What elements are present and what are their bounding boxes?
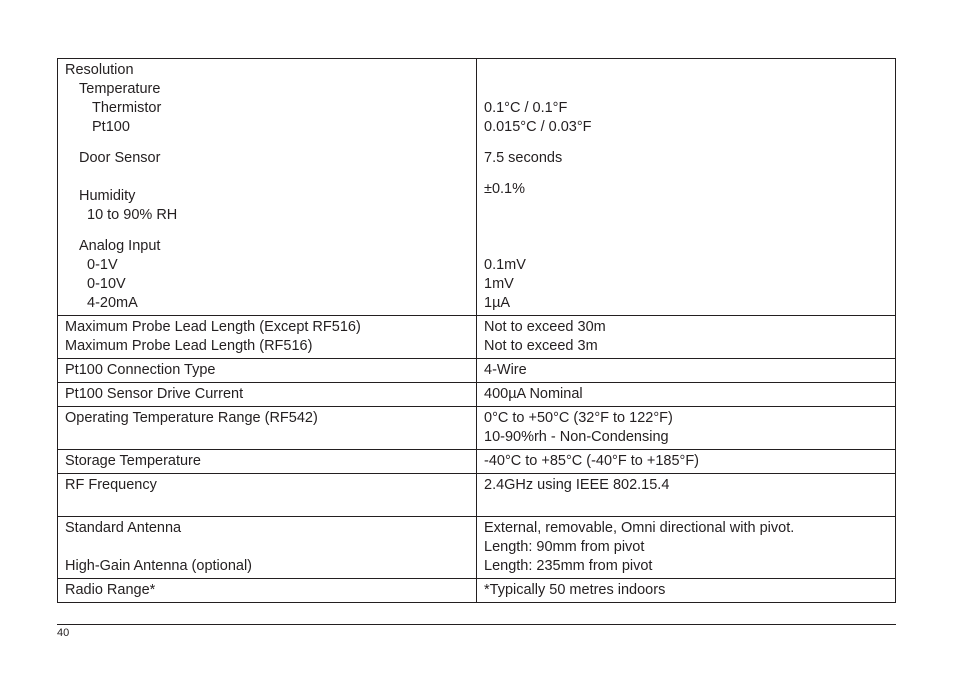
pt100-connection-value: 4-Wire <box>484 362 527 378</box>
probe-lead-value-cell <box>477 316 896 359</box>
rf-frequency-label: RF Frequency <box>65 477 157 493</box>
rf-frequency-label-cell <box>58 474 477 517</box>
analog-4-20ma-label: 4-20mA <box>87 295 138 311</box>
storage-temperature-label: Storage Temperature <box>65 453 201 469</box>
table-row-rf-frequency <box>58 474 896 517</box>
storage-temperature-value-cell <box>477 450 896 474</box>
radio-range-label-cell <box>58 579 477 603</box>
pt100-connection-label: Pt100 Connection Type <box>65 362 216 378</box>
temperature-label: Temperature <box>79 81 161 97</box>
operating-range-label-cell <box>58 407 477 450</box>
antenna-label-spacer <box>65 538 470 557</box>
table-row-radio-range <box>58 579 896 603</box>
pt100-drive-value: 400µA Nominal <box>484 386 583 402</box>
table-row-pt100-connection <box>58 359 896 383</box>
analog-0-1v-label: 0-1V <box>87 257 118 273</box>
humidity-value: ±0.1% <box>484 181 526 197</box>
table-row-antenna <box>58 517 896 579</box>
pt100-label: Pt100 <box>92 119 130 135</box>
operating-range-value-cell <box>477 407 896 450</box>
thermistor-label: Thermistor <box>92 100 162 116</box>
pt100-value: 0.015°C / 0.03°F <box>484 119 592 135</box>
standard-antenna-length: Length: 90mm from pivot <box>484 539 645 555</box>
analog-input-label: Analog Input <box>79 238 161 254</box>
antenna-value-cell <box>477 517 896 579</box>
pt100-drive-label-cell <box>58 383 477 407</box>
thermistor-value: 0.1°C / 0.1°F <box>484 100 568 116</box>
standard-antenna-value: External, removable, Omni directional with pivot. <box>484 520 795 536</box>
table-row-pt100-drive <box>58 383 896 407</box>
analog-4-20ma-value: 1µA <box>484 295 511 311</box>
footer-divider <box>57 624 896 625</box>
standard-antenna-label: Standard Antenna <box>65 520 182 536</box>
door-sensor-value: 7.5 seconds <box>484 150 563 166</box>
analog-0-10v-label: 0-10V <box>87 276 126 292</box>
high-gain-antenna-label: High-Gain Antenna (optional) <box>65 558 253 574</box>
operating-range-temperature-value: 0°C to +50°C (32°F to 122°F) <box>484 410 673 426</box>
radio-range-value: *Typically 50 metres indoors <box>484 582 666 598</box>
table-row-resolution <box>58 59 896 316</box>
radio-range-label: Radio Range* <box>65 582 156 598</box>
probe-lead-value-except-rf516: Not to exceed 30m <box>484 319 606 335</box>
storage-temperature-value: -40°C to +85°C (-40°F to +185°F) <box>484 453 700 469</box>
analog-0-1v-value: 0.1mV <box>484 257 526 273</box>
probe-lead-label-rf516: Maximum Probe Lead Length (RF516) <box>65 338 313 354</box>
radio-range-value-cell <box>477 579 896 603</box>
rf-frequency-value-cell <box>477 474 896 517</box>
probe-lead-value-rf516: Not to exceed 3m <box>484 338 598 354</box>
resolution-heading: Resolution <box>65 62 134 78</box>
table-row-operating-range <box>58 407 896 450</box>
probe-lead-label-cell <box>58 316 477 359</box>
pt100-connection-value-cell <box>477 359 896 383</box>
analog-0-10v-value: 1mV <box>484 276 514 292</box>
pt100-drive-label: Pt100 Sensor Drive Current <box>65 386 244 402</box>
resolution-parameters-cell <box>58 59 477 316</box>
storage-temperature-label-cell <box>58 450 477 474</box>
high-gain-antenna-length: Length: 235mm from pivot <box>484 558 653 574</box>
rf-frequency-value: 2.4GHz using IEEE 802.15.4 <box>484 477 670 493</box>
table-row-probe-lead <box>58 316 896 359</box>
page-number: 40 <box>57 627 70 639</box>
rf-frequency-spacer <box>65 495 470 514</box>
resolution-values-cell <box>477 59 896 316</box>
table-row-storage-temperature <box>58 450 896 474</box>
door-sensor-label: Door Sensor <box>79 150 161 166</box>
humidity-label: Humidity <box>79 188 136 204</box>
specifications-table <box>57 58 896 603</box>
pt100-connection-label-cell <box>58 359 477 383</box>
pt100-drive-value-cell <box>477 383 896 407</box>
operating-range-humidity-value: 10-90%rh - Non-Condensing <box>484 429 669 445</box>
antenna-label-cell <box>58 517 477 579</box>
humidity-range-label: 10 to 90% RH <box>87 207 178 223</box>
probe-lead-label-except-rf516: Maximum Probe Lead Length (Except RF516) <box>65 319 361 335</box>
operating-range-label: Operating Temperature Range (RF542) <box>65 410 318 426</box>
